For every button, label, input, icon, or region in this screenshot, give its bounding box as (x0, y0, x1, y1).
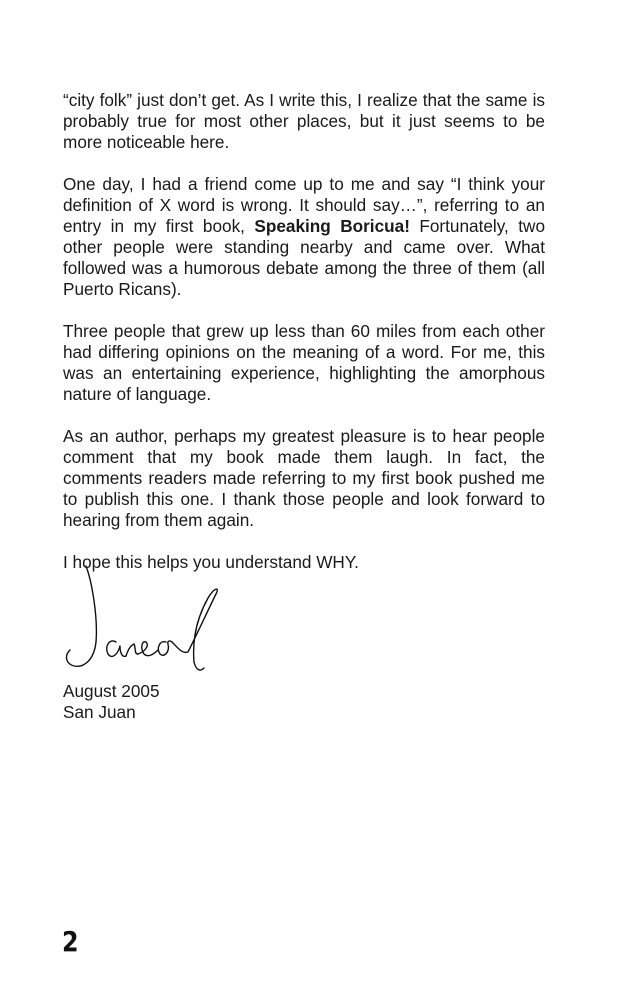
paragraph-3: Three people that grew up less than 60 miles from each other had differing opinions on the meaning of a word. For me, this was an entertaining experience, highlighting the amorphous nature of language. (63, 321, 545, 404)
closing-block (63, 681, 160, 723)
paragraph-4: As an author, perhaps my greatest pleasure is to hear people comment that my book made them laugh. In fact, the comments readers made referring to my first book pushed me to publish this one. I thank those people and look forward to hearing from them again. (63, 426, 545, 530)
closing-date: August 2005 (63, 681, 160, 701)
body-text (63, 90, 545, 573)
closing-place: San Juan (63, 702, 136, 722)
paragraph-2-end: Fortunately, two other people were standing nearby and came over. What followed was a humorous debate among the three of them (all Puerto Ricans). (63, 216, 545, 299)
page-number: 2 (62, 925, 79, 958)
paragraph-1: “city folk” just don’t get. As I write this, I realize that the same is probably true for most other places, but it just seems to be more noticeable here. (63, 90, 545, 152)
handwritten-signature (58, 562, 228, 677)
book-title: Speaking Boricua! (254, 216, 410, 236)
paragraph-5: I hope this helps you understand WHY. (63, 552, 359, 572)
paragraph-2 (63, 174, 545, 300)
paragraph-2-start: One day, I had a friend come up to me and say “I think your definition of X word is wrong. It should say…”, referring to an entry in my first book, (63, 174, 545, 236)
